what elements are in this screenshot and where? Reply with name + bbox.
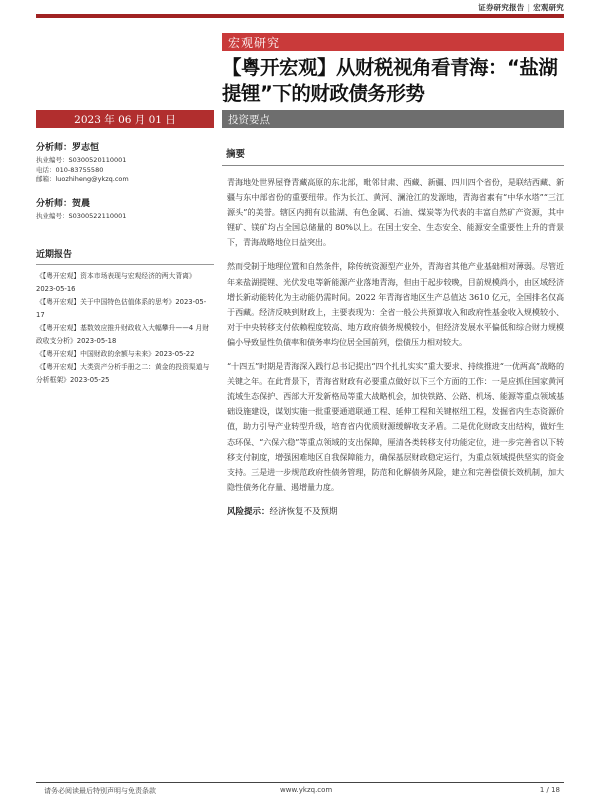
recent-report-item[interactable]: 《【粤开宏观】中国财政的余额与未来》2023-05-22	[36, 350, 195, 358]
abstract-paragraph: “十四五”时期是青海深入践行总书记提出“四个扎扎实实”重大要求、持续推进“一优两高”战略的关键之年。在此背景下，青海省财政有必要重点做好以下三个方面的工作：一是应抓住国家黄河流域生态保护、西部大开发新格局等重大战略机会，加快铁路、公路、机场、能源等重点领域基础设施建设，谋划实施一批重要通道联通工程、延伸工程和关键枢纽工程，发掘省内生态资源价值，助力引导产业转型升级，培育省内优质财源缓解收支矛盾。二是优化财政支出结构，做好生态环保、“六保六稳”等重点领域的支出保障，厘清各类转移支付功能定位，进一步完善省以下转移支付制度，增强困难地区自我保障能力，确保基层财政稳定运行，为重点领域提供坚实的资金支持。三是进一步规范政府性债务管理，防范和化解债务风险，建立和完善偿债长效机制，加大隐性债务化存量、遏增量力度。	[227, 361, 564, 492]
section-tag: 投资要点	[222, 110, 564, 128]
recent-report-item[interactable]: 《【粤开宏观】基数效应推升财政收入大幅攀升——4 月财政收支分析》2023-05-18	[36, 324, 210, 345]
analyst-license: 执业编号：S0300520110001	[36, 156, 127, 164]
recent-report-item[interactable]: 《【粤开宏观】资本市场表现与宏观经济的两大背离》2023-05-16	[36, 272, 196, 293]
header-company: 证券研究报告	[478, 3, 525, 12]
analyst-block	[36, 196, 216, 222]
analyst-name: 分析师：罗志恒	[36, 143, 100, 153]
top-rule	[36, 14, 564, 18]
abstract-paragraph: 青海地处世界屋脊青藏高原的东北部，毗邻甘肃、西藏、新疆、四川四个省份，是联结西藏、新疆与东中部省份的重要纽带。作为长江、黄河、澜沧江的发源地，青海省素有“中华水塔”“三江源头”的美誉。辖区内拥有以盐湖、有色金属、石油、煤炭等为代表的丰富自然矿产资源，其中锂矿、镁矿均占全国总储量的 80%以上。在国土安全、生态安全、能源安全重要性上升的背景下，青海战略地位日益突出。	[227, 177, 564, 248]
footer-website-link[interactable]: www.ykzq.com	[280, 786, 333, 794]
main-column	[222, 146, 564, 517]
recent-report-item[interactable]: 《【粤开宏观】关于中国特色估值体系的思考》2023-05-17	[36, 298, 207, 319]
report-date: 2023 年 06 月 01 日	[36, 110, 214, 128]
analyst-email[interactable]: 邮箱：luozhiheng@ykzq.com	[36, 175, 129, 183]
analyst-name: 分析师：贺晨	[36, 198, 91, 209]
abstract-rule	[222, 165, 564, 166]
left-sidebar	[36, 140, 216, 387]
analyst-license: 执业编号：S0300522110001	[36, 211, 127, 220]
abstract-paragraph: 然而受制于地理位置和自然条件，除传统资源型产业外，青海省其他产业基础相对薄弱。尽管近年来盐湖提锂、光伏发电等新能源产业落地青海，但由于起步较晚，目前规模尚小，由区域经济增长新动能转化为主动能仍需时间。2022 年青海省地区生产总值达 3610 亿元，全国排名仅高于西藏。经济反映到财政上，主要表现为：全省一般公共预算收入和政府性基金收入规模较小、对于中央转移支付依赖程度较高、地方政府债务规模较小，但经济发展水平偏低和综合财力规模偏小导致显性负债率和债务率均位居全国前列，偿债压力相对较大。	[227, 261, 564, 347]
abstract-heading: 摘要	[226, 149, 246, 160]
analyst-phone: 电话：010-83755580	[36, 165, 104, 174]
footer-disclaimer: 请务必阅读最后特别声明与免责条款	[44, 787, 156, 795]
risk-warning	[222, 505, 564, 517]
paragraph-gap	[222, 350, 564, 359]
analyst-block	[36, 140, 216, 185]
paragraph-gap	[222, 250, 564, 259]
recent-report-item[interactable]: 《【粤开宏观】大类资产分析手册之二：黄金的投资渠道与分析框架》2023-05-25	[36, 363, 210, 384]
category-band: 宏观研究	[222, 33, 564, 51]
recent-reports-title: 近期报告	[36, 250, 73, 260]
report-title: 【粤开宏观】从财税视角看青海：“盐湖提锂”下的财政债务形势	[222, 56, 558, 105]
risk-text: 经济恢复不及预期	[269, 506, 338, 517]
footer-rule	[36, 782, 564, 783]
footer-page-number: 1 / 18	[539, 786, 560, 794]
header-separator: |	[527, 3, 531, 12]
recent-reports-rule	[36, 264, 214, 265]
header-report-kind: 宏观研究	[533, 3, 564, 12]
risk-label: 风险提示：	[227, 506, 270, 517]
header-labels	[478, 2, 564, 13]
